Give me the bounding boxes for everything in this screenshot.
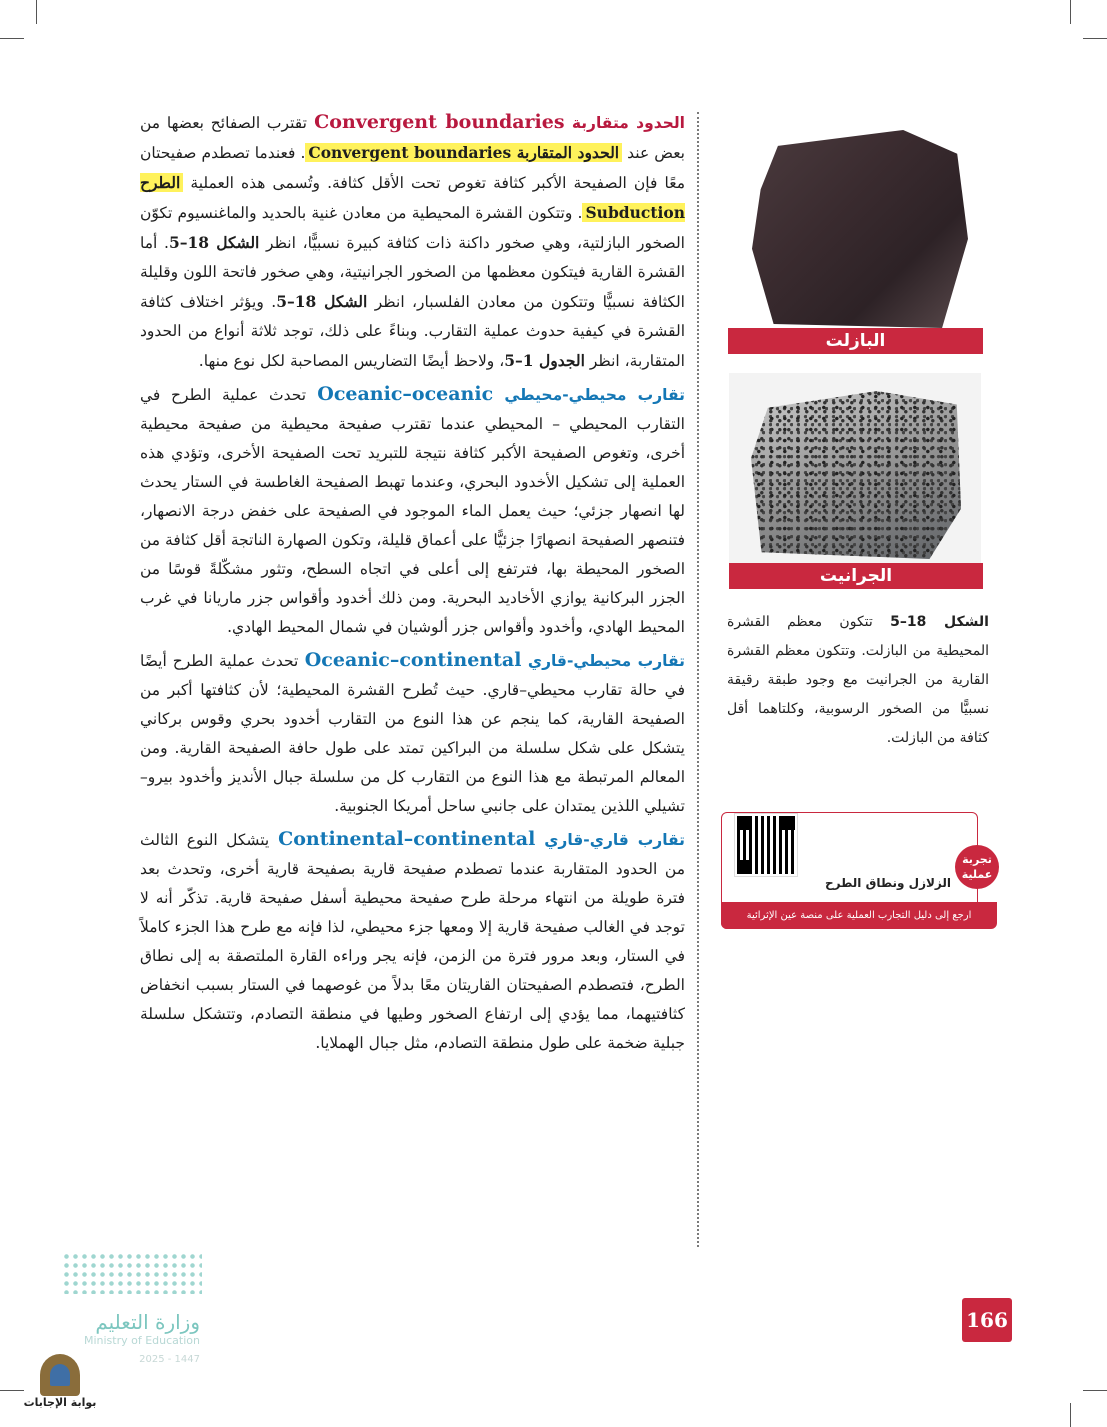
watermark-text: بوابة الإجابات xyxy=(23,1396,97,1409)
paragraph-text: . أما القشرة القارية فيتكون معظمها من الصخور الجرانيتية، وهي صخور فاتحة اللون وقليلة الكثافة نسبيًّا وتتكون من معادن الفلسبار، انظر xyxy=(140,234,685,311)
figure-caption xyxy=(727,608,989,753)
granite-label xyxy=(729,563,983,589)
granite-rock-shape xyxy=(751,391,961,559)
paragraph-oceanic-continental xyxy=(140,646,685,821)
paragraph-text: تحدث عملية الطرح في التقارب المحيطي – المحيطي عندما تقترب صفيحة محيطية من صفيحة محيطية أخرى، وتغوص الصفيحة الأكبر كثافة نتيجة للتبريد تحت الصفيحة الأخرى، وتؤدي هذه العملية إلى تشكيل الأخدود البحري، وعندما تهبط الصفيحة الغاطسة في الستار يحدث لها انصهار جزئي؛ حيث يعمل الماء الموجود في الصفيحة على خفض درجة الانصهار، فتنصهر الصفيحة انصهارًا جزئيًّا على أعماق قليلة، وتكون الصهارة الناتجة أقل كثافة من الصخور المحيطة بها، فترتفع إلى أعلى في اتجاه السطح، وتثور مشكّلةً قوسًا من الجزر البركانية يوازي الأخاديد البحرية. ومن ذلك أخدود وأقواس جزر ماريانا في غرب المحيط الهادي، وأخدود وأقواس جزر ألوشيان في شمال المحيط الهادي. xyxy=(140,386,685,636)
lab-activity-box[interactable] xyxy=(721,812,999,930)
crop-mark xyxy=(1070,1403,1071,1427)
basalt-label xyxy=(728,328,983,354)
paragraph-text: . ويؤثر اختلاف كثافة القشرة في كيفية حدوث عملية التقارب. وبناءً على ذلك، توجد ثلاثة أنواع من الحدود المتقاربة، انظر xyxy=(140,293,685,370)
paragraph-convergent xyxy=(140,108,685,376)
crop-mark xyxy=(1083,38,1107,39)
caption-figure-ref: الشكل 18–5 xyxy=(890,614,989,630)
crop-mark xyxy=(1070,0,1071,24)
ministry-name-ar: وزارة التعليم xyxy=(95,1310,200,1334)
heading-en: Oceanic–oceanic xyxy=(317,383,494,405)
paragraph-text: ، ولاحظ أيضًا التضاريس المصاحبة لكل نوع منها. xyxy=(198,352,505,370)
term-ar: الطرح xyxy=(140,173,181,192)
granite-rock-image xyxy=(729,373,981,563)
lab-badge xyxy=(955,845,999,889)
section-heading-oceanic-continental xyxy=(298,649,685,671)
paragraph-text: . فعندما تصطدم صفيحتان معًا فإن الصفيحة الأكبر كثافة تغوص تحت الأقل كثافة. وتُسمى هذه العملية xyxy=(140,144,686,192)
lab-note-text: ارجع إلى دليل التجارب العملية على منصة عين الإثرائية xyxy=(746,910,972,921)
page-number xyxy=(962,1298,1012,1342)
paragraph-text: تحدث عملية الطرح أيضًا في حالة تقارب محيطي–قاري. حيث تُطرح القشرة المحيطية؛ لأن كثافتها أكبر من الصفيحة القارية، كما ينجم عن هذا النوع من التقارب أخدود بحري وقوس بركاني يتشكل على شكل سلسلة من البراكين تمتد على طول حافة الصفيحة القارية. ومن المعالم المرتبطة مع هذا النوع من التقارب كل من سلسلة جبال الأنديز وأخدود بيرو–تشيلي اللذين يمتدان على جانبي ساحل أمريكا الجنوبية. xyxy=(140,652,685,815)
table-reference: الجدول 1–5 xyxy=(504,351,585,370)
paragraph-text: . وتتكون القشرة المحيطية من معادن غنية بالحديد والماغنسيوم تكوّن الصخور البازلتية، وهي صخور داكنة ذات كثافة كبيرة نسبيًّا، انظر xyxy=(140,204,685,252)
term-en: Convergent boundaries xyxy=(308,143,512,162)
heading-en: Convergent boundaries xyxy=(314,111,565,133)
paragraph-continental-continental xyxy=(140,825,685,1058)
paragraph-text: تقترب الصفائح بعضها من بعض عند xyxy=(140,114,685,162)
figure-reference: الشكل 18–5 xyxy=(276,292,368,311)
basalt-label-text: البازلت xyxy=(825,331,886,351)
ministry-name-en: Ministry of Education xyxy=(83,1334,200,1347)
paragraph-text: يتشكل النوع الثالث من الحدود المتقاربة عندما تصطدم صفيحة قارية بصفيحة قارية أخرى، وتحدث بعد فترة طويلة من انتهاء مرحلة طرح صفيحة محيطية أسفل صفيحة قارية. تذكّر أنه لا توجد في الغالب صفيحة قارية إلا ومعها جزء محيطي، لذا فإنه مع طرح هذا الجزء كاملاً في الستار، وبعد مرور فترة من الزمن، فإنه يجر وراءه القارة الملتصقة به إلى نطاق الطرح، فتصطدم الصفيحتان القاريتان معًا بدلاً من غوصهما في الستار بسبب انخفاض كثافتيهما، مما يؤدي إلى ارتفاع الصخور وطيها في منطقة التصادم، وتتشكل سلسلة جبلية ضخمة على طول منطقة التصادم، مثل جبال الهملايا. xyxy=(140,831,685,1052)
qr-code-icon[interactable] xyxy=(735,814,797,876)
highlighted-term-convergent xyxy=(305,143,622,162)
column-divider xyxy=(697,112,699,1247)
section-heading-continental-continental xyxy=(269,828,685,850)
heading-ar: تقارب محيطي-محيطي xyxy=(504,386,685,404)
term-en: Subduction xyxy=(585,203,685,222)
crop-mark xyxy=(0,38,24,39)
basalt-rock-image xyxy=(752,130,968,328)
heading-ar: تقارب قاري-قاري xyxy=(544,831,685,849)
caption-text: تتكون معظم القشرة المحيطية من البازلت. وتتكون معظم القشرة القارية من الجرانيت مع وجود طبقة رقيقة نسبيًّا من الصخور الرسوبية، وكلتاهما أقل كثافة من البازلت. xyxy=(727,614,989,746)
crop-mark xyxy=(1083,1390,1107,1391)
heading-en: Oceanic–continental xyxy=(304,649,522,671)
lab-badge-text: تجربة عملية xyxy=(961,853,993,881)
page-number-text: 166 xyxy=(966,1308,1008,1332)
paragraph-oceanic-oceanic xyxy=(140,380,685,642)
lab-note-strip xyxy=(721,902,997,929)
main-text-column xyxy=(140,108,685,1062)
ministry-year: 2025 - 1447 xyxy=(139,1354,200,1365)
watermark xyxy=(20,1354,100,1409)
heading-ar: تقارب محيطي-قاري xyxy=(527,652,685,670)
heading-en: Continental–continental xyxy=(278,828,536,850)
section-heading-oceanic-oceanic xyxy=(306,383,685,405)
watermark-logo-icon xyxy=(40,1354,80,1396)
granite-label-text: الجرانيت xyxy=(819,566,893,586)
figure-reference: الشكل 18–5 xyxy=(168,233,260,252)
ministry-logo-dots xyxy=(62,1252,202,1294)
heading-ar: الحدود متقاربة xyxy=(571,114,685,132)
term-ar: الحدود المتقاربة xyxy=(516,143,620,162)
section-heading-convergent xyxy=(307,111,685,133)
lab-title: الزلازل ونطاق الطرح xyxy=(824,876,951,890)
crop-mark xyxy=(36,0,37,24)
